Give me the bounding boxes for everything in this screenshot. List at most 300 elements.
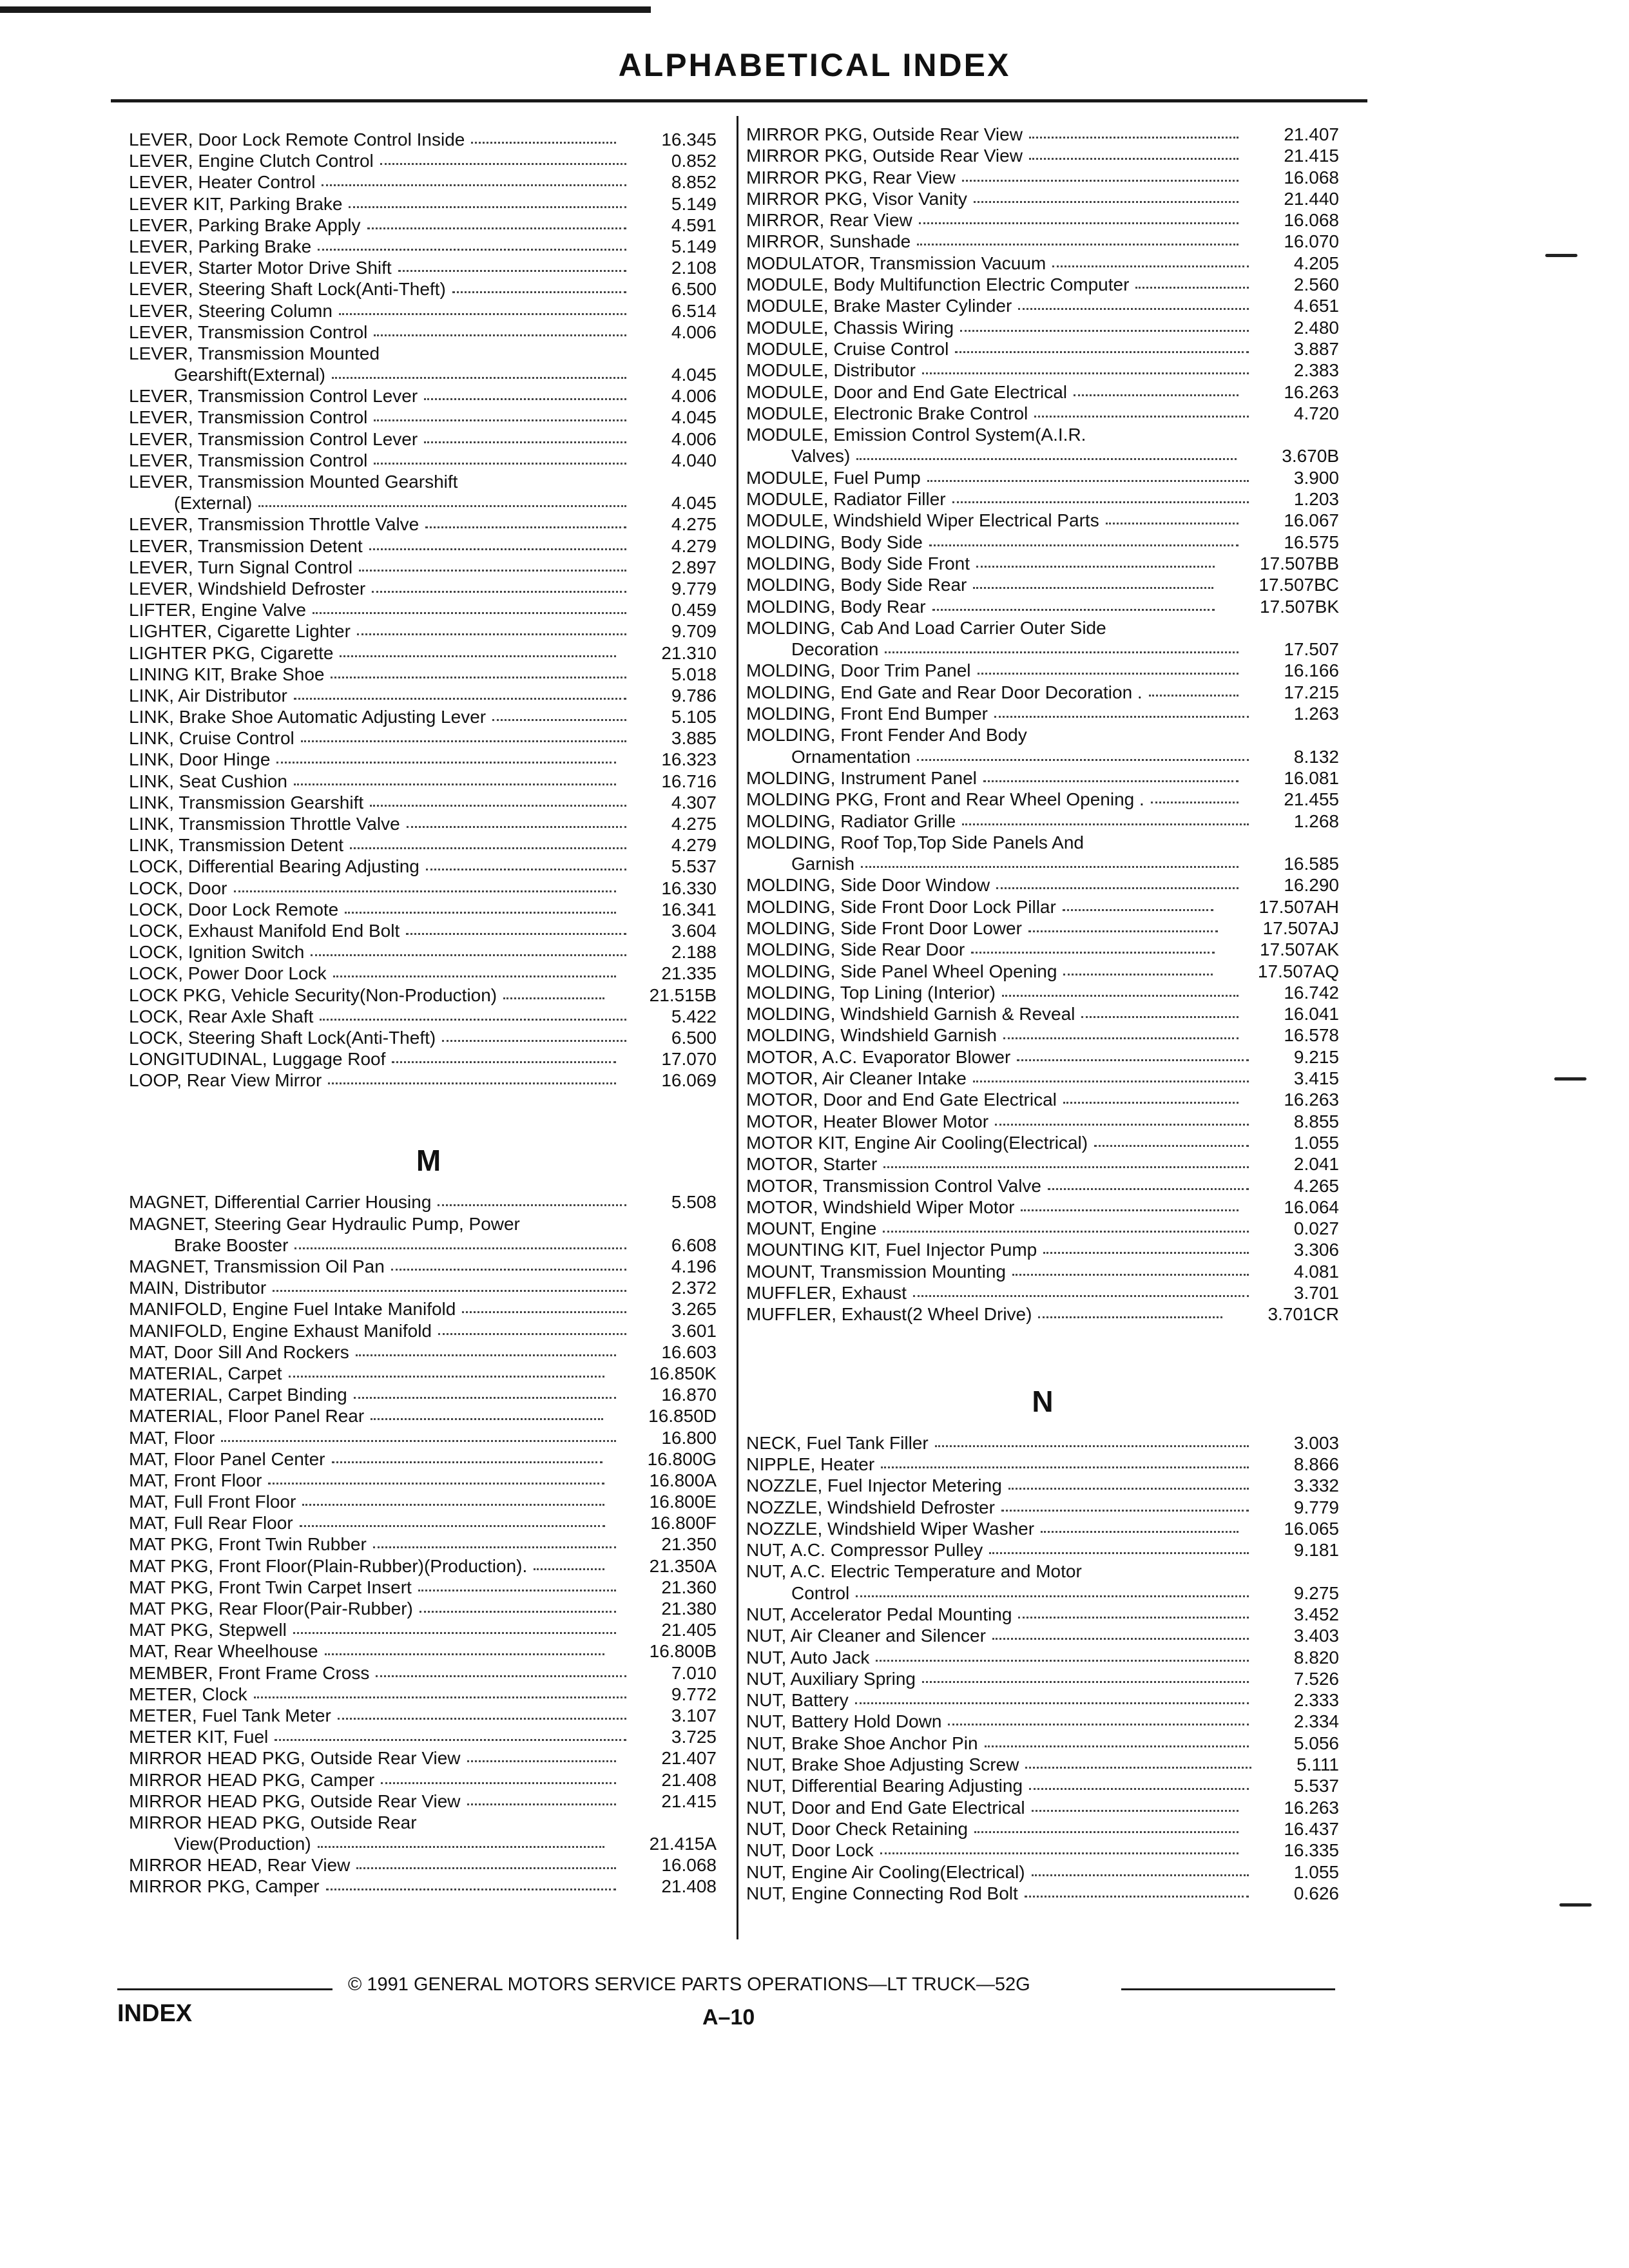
entry-page-ref: 2.560 — [1293, 274, 1339, 295]
dot-leader — [452, 291, 626, 293]
entry-page-ref: 16.069 — [661, 1070, 717, 1091]
entry-page-ref: 2.372 — [671, 1278, 717, 1298]
index-entry — [129, 215, 728, 236]
dot-leader — [1063, 1102, 1239, 1104]
entry-label: METER, Fuel Tank Meter — [129, 1705, 331, 1725]
index-entry — [129, 1341, 728, 1363]
index-entry — [746, 1497, 1339, 1518]
dot-leader — [1018, 1617, 1249, 1619]
entry-label: MIRROR PKG, Outside Rear View — [746, 124, 1023, 144]
index-entry — [129, 1363, 728, 1384]
section-gap — [129, 1091, 728, 1129]
dot-leader — [322, 184, 626, 186]
entry-label: MOTOR, Door and End Gate Electrical — [746, 1090, 1057, 1110]
entry-page-ref: 17.507 — [1284, 639, 1339, 660]
index-entry — [129, 1277, 728, 1298]
index-entry — [746, 1303, 1339, 1325]
index-entry — [129, 1256, 728, 1277]
entry-page-ref: 3.265 — [671, 1299, 717, 1320]
index-entry — [129, 620, 728, 642]
index-entry — [129, 985, 728, 1006]
index-entry — [746, 1068, 1339, 1089]
entry-label: LOCK, Steering Shaft Lock(Anti-Theft) — [129, 1027, 436, 1048]
entry-page-ref: 17.507AK — [1260, 939, 1339, 960]
index-entry — [129, 599, 728, 620]
dot-leader — [948, 1724, 1249, 1725]
entry-label: MAT, Door Sill And Rockers — [129, 1341, 349, 1362]
margin-mark — [1554, 1077, 1586, 1081]
index-entry — [746, 1539, 1339, 1561]
right-column — [746, 124, 1339, 1904]
index-entry — [129, 1213, 728, 1235]
entry-label: MOLDING, Body Side — [746, 532, 923, 552]
entry-label: MOUNT, Engine — [746, 1218, 877, 1239]
index-entry — [746, 381, 1339, 403]
dot-leader — [1094, 1145, 1249, 1147]
index-entry — [746, 360, 1339, 381]
index-entry — [129, 1491, 728, 1512]
entry-label: LOCK, Exhaust Manifold End Bolt — [129, 920, 400, 941]
entry-page-ref: 16.716 — [661, 771, 717, 791]
dot-leader — [922, 1681, 1249, 1683]
entry-page-ref: 9.181 — [1293, 1540, 1339, 1561]
entry-page-ref: 16.341 — [661, 899, 717, 919]
dot-leader — [974, 201, 1239, 203]
entry-page-ref: 3.725 — [671, 1727, 717, 1747]
entry-label: MODULE, Body Multifunction Electric Computer — [746, 274, 1130, 295]
dot-leader — [1018, 308, 1249, 310]
entry-page-ref: 3.332 — [1293, 1475, 1339, 1496]
index-entry — [746, 1561, 1339, 1582]
entry-label: MOLDING, Radiator Grille — [746, 811, 956, 831]
entry-label: LINK, Cruise Control — [129, 728, 294, 749]
entry-page-ref: 4.040 — [671, 450, 717, 470]
dot-leader — [350, 847, 626, 849]
entry-page-ref: 5.508 — [671, 1192, 717, 1213]
dot-leader — [1029, 137, 1239, 139]
entry-page-ref: 8.852 — [671, 172, 717, 193]
entry-label: MAGNET, Steering Gear Hydraulic Pump, Power — [129, 1213, 520, 1234]
dot-leader — [503, 997, 604, 999]
entry-label: NUT, Engine Air Cooling(Electrical) — [746, 1861, 1025, 1882]
entry-page-ref: 9.779 — [1293, 1497, 1339, 1517]
entry-page-ref: 17.507BC — [1258, 575, 1339, 595]
entry-page-ref: 2.333 — [1293, 1690, 1339, 1711]
index-entry — [129, 1405, 728, 1427]
index-entry — [129, 1640, 728, 1662]
entry-page-ref: 7.526 — [1293, 1668, 1339, 1689]
dot-leader — [294, 1247, 626, 1249]
dot-leader — [861, 866, 1239, 868]
entry-page-ref: 21.350A — [649, 1555, 717, 1576]
index-entry — [746, 1175, 1339, 1196]
index-entry — [746, 1518, 1339, 1539]
dot-leader — [1106, 523, 1239, 524]
entry-label: NUT, Battery — [746, 1690, 849, 1711]
entry-page-ref: 6.608 — [671, 1235, 717, 1255]
index-entry — [746, 167, 1339, 188]
entry-label: MIRROR PKG, Outside Rear View — [746, 146, 1023, 166]
top-border-line — [0, 6, 651, 13]
entry-page-ref: 8.855 — [1293, 1111, 1339, 1131]
entry-label: MODULE, Electronic Brake Control — [746, 403, 1028, 423]
dot-leader — [983, 780, 1239, 782]
entry-page-ref: 21.455 — [1284, 789, 1339, 810]
dot-leader — [234, 890, 616, 892]
entry-label: LINK, Brake Shoe Automatic Adjusting Lever — [129, 707, 487, 727]
entry-label: MUFFLER, Exhaust(2 Wheel Drive) — [746, 1304, 1032, 1325]
index-entry — [129, 322, 728, 343]
index-entry — [129, 450, 728, 471]
entry-page-ref: 17.507AQ — [1257, 961, 1339, 981]
entry-label: NUT, Engine Connecting Rod Bolt — [746, 1883, 1018, 1903]
index-entry — [746, 510, 1339, 531]
dot-leader — [320, 1019, 626, 1021]
index-entry — [129, 856, 728, 877]
entry-label: MOUNTING KIT, Fuel Injector Pump — [746, 1240, 1037, 1260]
index-entry — [746, 703, 1339, 724]
dot-leader — [992, 1638, 1249, 1640]
section-gap — [746, 1325, 1339, 1370]
entry-page-ref: 1.263 — [1293, 704, 1339, 724]
index-entry — [746, 124, 1339, 145]
entry-page-ref: 3.452 — [1293, 1604, 1339, 1624]
dot-leader — [935, 1445, 1249, 1447]
dot-leader — [438, 1204, 626, 1206]
entry-label: MODULE, Fuel Pump — [746, 467, 921, 488]
dot-leader — [294, 783, 616, 785]
entry-label: MOTOR, Windshield Wiper Motor — [746, 1196, 1015, 1217]
dot-leader — [996, 887, 1239, 889]
dot-leader — [374, 334, 626, 336]
dot-leader — [376, 1675, 626, 1677]
dot-leader — [326, 1888, 616, 1890]
page-number: A–10 — [702, 2005, 755, 2030]
entry-label: MATERIAL, Floor Panel Rear — [129, 1406, 365, 1427]
index-entry — [746, 553, 1339, 574]
index-entry — [129, 407, 728, 428]
entry-label: MODULE, Emission Control System(A.I.R. — [746, 425, 1086, 445]
entry-label: MANIFOLD, Engine Fuel Intake Manifold — [129, 1299, 456, 1320]
dot-leader — [359, 570, 626, 572]
entry-page-ref: 16.068 — [1284, 210, 1339, 231]
dot-leader — [313, 612, 626, 614]
entry-label: MODULE, Distributor — [746, 360, 916, 381]
entry-page-ref: 4.279 — [671, 835, 717, 856]
dot-leader — [380, 163, 626, 165]
entry-label: MOTOR, Air Cleaner Intake — [746, 1068, 967, 1089]
index-entry — [129, 1833, 728, 1854]
entry-page-ref: 9.779 — [671, 578, 717, 599]
dot-leader — [962, 823, 1249, 825]
index-entry — [746, 1218, 1339, 1239]
entry-label: LOCK, Ignition Switch — [129, 942, 305, 963]
dot-leader — [994, 716, 1249, 718]
entry-page-ref: 21.310 — [661, 642, 717, 663]
entry-page-ref: 6.500 — [671, 1027, 717, 1048]
entry-page-ref: 6.514 — [671, 300, 717, 321]
entry-page-ref: 8.820 — [1293, 1647, 1339, 1667]
index-entry — [129, 1619, 728, 1640]
entry-page-ref: 21.407 — [661, 1748, 717, 1769]
index-entry — [746, 1282, 1339, 1303]
dot-leader — [974, 1831, 1239, 1833]
dot-leader — [534, 1568, 604, 1570]
margin-mark — [1559, 1903, 1592, 1907]
entry-page-ref: 4.006 — [671, 428, 717, 449]
dot-leader — [1008, 1488, 1249, 1490]
page-title: ALPHABETICAL INDEX — [618, 47, 1011, 83]
entry-label: Gearshift(External) — [174, 365, 325, 385]
margin-mark — [1545, 254, 1577, 257]
index-entry — [746, 188, 1339, 209]
index-entry — [129, 557, 728, 578]
dot-leader — [1063, 974, 1213, 975]
dot-leader — [419, 1611, 616, 1613]
entry-label: LEVER, Turn Signal Control — [129, 557, 353, 577]
dot-leader — [960, 330, 1249, 332]
entry-page-ref: 6.500 — [671, 279, 717, 300]
entry-page-ref: 16.065 — [1284, 1518, 1339, 1539]
index-entry — [129, 535, 728, 557]
entry-page-ref: 3.403 — [1293, 1626, 1339, 1646]
entry-page-ref: 21.407 — [1284, 124, 1339, 144]
entry-label: MATERIAL, Carpet Binding — [129, 1385, 347, 1405]
dot-leader — [1041, 1531, 1239, 1533]
index-entry — [746, 1153, 1339, 1175]
index-entry — [746, 1711, 1339, 1732]
entry-label: LOCK, Differential Bearing Adjusting — [129, 856, 419, 877]
index-entry — [746, 1818, 1339, 1840]
entry-label: Control — [791, 1582, 850, 1603]
entry-page-ref: 21.415 — [661, 1791, 717, 1811]
entry-label: LOCK, Door Lock Remote — [129, 899, 339, 919]
dot-leader — [418, 1590, 616, 1591]
dot-leader — [345, 912, 616, 914]
dot-leader — [1149, 695, 1239, 697]
dot-leader — [338, 1718, 626, 1720]
entry-page-ref: 16.578 — [1284, 1025, 1339, 1046]
index-entry — [129, 963, 728, 984]
entry-label: MIRROR HEAD PKG, Camper — [129, 1769, 375, 1790]
index-entry — [129, 1027, 728, 1048]
index-entry — [746, 1475, 1339, 1496]
entry-label: MOUNT, Transmission Mounting — [746, 1261, 1007, 1282]
entry-page-ref: 9.786 — [671, 685, 717, 706]
index-entry — [746, 274, 1339, 295]
index-entry — [129, 514, 728, 535]
entry-label: MIRROR PKG, Camper — [129, 1876, 320, 1897]
dot-leader — [374, 463, 626, 465]
entry-label: MOLDING PKG, Front and Rear Wheel Opening . — [746, 789, 1144, 810]
entry-label: LIGHTER PKG, Cigarette — [129, 642, 334, 663]
entry-label: LINK, Door Hinge — [129, 749, 271, 770]
entry-page-ref: 16.800 — [661, 1427, 717, 1448]
dot-leader — [372, 591, 626, 593]
dot-leader — [985, 1745, 1249, 1747]
index-entry — [746, 1046, 1339, 1068]
dot-leader — [1025, 1896, 1249, 1898]
entry-label: LEVER, Transmission Detent — [129, 535, 363, 556]
index-entry — [746, 1604, 1339, 1625]
entry-label: MAT, Floor — [129, 1427, 215, 1448]
entry-label: MOLDING, Body Side Rear — [746, 575, 967, 595]
entry-page-ref: 21.360 — [661, 1577, 717, 1597]
entry-label: MEMBER, Front Frame Cross — [129, 1662, 370, 1683]
dot-leader — [273, 1290, 626, 1292]
index-entry — [746, 617, 1339, 639]
index-entry — [129, 1747, 728, 1769]
dot-leader — [311, 954, 626, 956]
index-entry — [129, 920, 728, 941]
entry-page-ref: 16.800G — [647, 1448, 717, 1469]
entry-label: MOLDING, Door Trim Panel — [746, 660, 971, 681]
index-entry — [746, 1111, 1339, 1132]
entry-page-ref: 21.440 — [1284, 188, 1339, 209]
entry-page-ref: 16.067 — [1284, 510, 1339, 531]
index-entry — [129, 1769, 728, 1791]
entry-label: NUT, A.C. Compressor Pulley — [746, 1540, 983, 1561]
index-entry — [746, 467, 1339, 488]
entry-page-ref: 16.070 — [1284, 231, 1339, 252]
entry-page-ref: 1.055 — [1293, 1861, 1339, 1882]
entry-page-ref: 16.800B — [649, 1641, 717, 1662]
dot-leader — [971, 952, 1215, 954]
entry-label: LOCK PKG, Vehicle Security(Non-Production) — [129, 985, 497, 1005]
entry-label: LEVER, Parking Brake — [129, 236, 312, 256]
entry-page-ref: 0.852 — [671, 151, 717, 171]
entry-page-ref: 17.507AJ — [1262, 918, 1339, 938]
dot-leader — [973, 587, 1213, 589]
index-entry — [746, 789, 1339, 810]
entry-page-ref: 2.480 — [1293, 317, 1339, 338]
dot-leader — [1025, 1767, 1251, 1769]
entry-label: NUT, Differential Bearing Adjusting — [746, 1776, 1023, 1796]
index-entry — [746, 682, 1339, 703]
entry-page-ref: 21.335 — [661, 963, 717, 984]
entry-page-ref: 9.709 — [671, 621, 717, 642]
index-entry — [129, 578, 728, 599]
dot-leader — [1028, 930, 1218, 932]
index-entry — [129, 1384, 728, 1405]
entry-label: LIGHTER, Cigarette Lighter — [129, 621, 351, 642]
dot-leader — [932, 609, 1215, 611]
entry-page-ref: 2.188 — [671, 942, 717, 963]
index-entry — [746, 982, 1339, 1003]
dot-leader — [398, 270, 626, 272]
entry-label: MOLDING, Top Lining (Interior) — [746, 982, 996, 1003]
index-entry — [129, 1577, 728, 1598]
dot-leader — [1081, 1016, 1239, 1018]
index-entry — [129, 813, 728, 834]
dot-leader — [349, 206, 626, 208]
entry-label: LEVER, Heater Control — [129, 172, 316, 193]
entry-page-ref: 3.604 — [671, 920, 717, 941]
entry-label: LEVER, Transmission Mounted Gearshift — [129, 472, 458, 492]
index-entry — [129, 1533, 728, 1555]
entry-label: LINK, Transmission Detent — [129, 835, 344, 856]
entry-label: MAT, Floor Panel Center — [129, 1448, 325, 1469]
entry-page-ref: 17.070 — [661, 1049, 717, 1070]
entry-page-ref: 9.275 — [1293, 1582, 1339, 1603]
entry-label: MIRROR HEAD PKG, Outside Rear View — [129, 1748, 461, 1769]
index-entry — [129, 492, 728, 514]
entry-page-ref: 3.670B — [1282, 446, 1339, 466]
index-entry — [129, 1320, 728, 1341]
entry-page-ref: 3.701CR — [1268, 1304, 1339, 1325]
entry-page-ref: 4.045 — [671, 407, 717, 428]
dot-leader — [973, 1081, 1249, 1082]
dot-leader — [976, 566, 1215, 568]
entry-label: MOLDING, Front End Bumper — [746, 704, 988, 724]
entry-page-ref: 4.196 — [671, 1256, 717, 1276]
index-entry — [129, 1598, 728, 1619]
index-entry — [129, 1298, 728, 1320]
entry-page-ref: 5.149 — [671, 236, 717, 256]
entry-label: NUT, Auto Jack — [746, 1647, 870, 1667]
index-entry — [746, 445, 1339, 466]
m-entries-list — [129, 1191, 728, 1897]
dot-leader — [1063, 909, 1213, 911]
entry-page-ref: 2.383 — [1293, 360, 1339, 381]
dot-leader — [332, 377, 626, 379]
entry-page-ref: 4.275 — [671, 814, 717, 834]
entry-label: NUT, Battery Hold Down — [746, 1711, 942, 1732]
entry-page-ref: 3.887 — [1293, 338, 1339, 359]
entry-page-ref: 3.107 — [671, 1705, 717, 1725]
dot-leader — [424, 398, 626, 400]
index-entry — [129, 1684, 728, 1705]
left-column — [129, 129, 728, 1898]
dot-leader — [1052, 265, 1249, 267]
index-entry — [746, 1797, 1339, 1818]
entry-label: MOLDING, Body Side Front — [746, 553, 970, 573]
entry-label: LINK, Seat Cushion — [129, 771, 287, 791]
entry-page-ref: 4.045 — [671, 365, 717, 385]
dot-leader — [367, 227, 626, 229]
index-entry — [129, 1470, 728, 1491]
dot-leader — [407, 826, 626, 828]
entry-label: MOTOR, Transmission Control Valve — [746, 1175, 1041, 1196]
entry-page-ref: 16.345 — [661, 130, 717, 149]
dot-leader — [1017, 1059, 1249, 1061]
dot-leader — [880, 1852, 1239, 1854]
l-entries-list — [129, 129, 728, 1091]
dot-leader — [881, 1466, 1249, 1468]
entry-label: MATERIAL, Carpet — [129, 1363, 282, 1383]
dot-leader — [442, 1040, 626, 1042]
entry-page-ref: 2.334 — [1293, 1711, 1339, 1732]
index-entry — [746, 574, 1339, 595]
entry-label: MODULE, Door and End Gate Electrical — [746, 381, 1067, 402]
index-entry — [129, 343, 728, 364]
entry-page-ref: 5.018 — [671, 664, 717, 684]
entry-page-ref: 1.203 — [1293, 489, 1339, 510]
index-entry — [746, 1668, 1339, 1689]
column-divider — [737, 116, 738, 1939]
dot-leader — [289, 1376, 604, 1378]
dot-leader — [300, 1525, 605, 1527]
entry-page-ref: 16.437 — [1284, 1818, 1339, 1839]
entry-label: LEVER, Steering Shaft Lock(Anti-Theft) — [129, 279, 446, 300]
entry-label: MOLDING, Body Rear — [746, 596, 926, 617]
entry-page-ref: 17.215 — [1284, 682, 1339, 702]
dot-leader — [856, 458, 1237, 460]
entry-page-ref: 16.323 — [661, 749, 717, 770]
entry-label: MOLDING, End Gate and Rear Door Decoration . — [746, 682, 1142, 702]
entry-label: MUFFLER, Exhaust — [746, 1283, 907, 1303]
index-entry — [746, 338, 1339, 360]
